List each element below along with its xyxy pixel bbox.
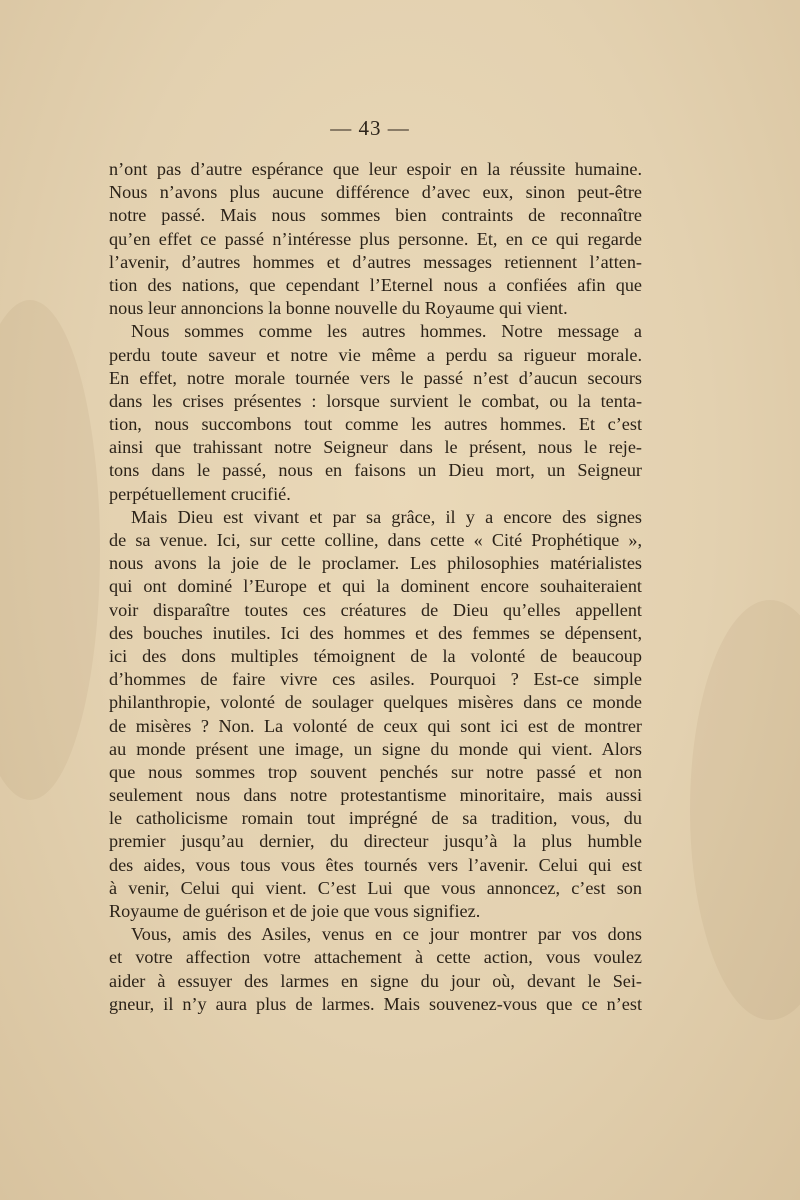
text-line: premier jusqu’au dernier, du directeur jusqu’à la plus humble [109,831,642,852]
text-line: l’avenir, d’autres hommes et d’autres messages retiennent l’atten- [109,251,642,272]
text-line: Nous sommes comme les autres hommes. Notre message a [131,321,642,342]
text-line: qu’en effet ce passé n’intéresse plus personne. Et, en ce qui regarde [109,228,642,249]
text-line: nous avons la joie de le proclamer. Les philosophies matérialistes [109,553,642,574]
text-line: notre passé. Mais nous sommes bien contraints de reconnaître [109,205,642,226]
text-line: au monde présent une image, un signe du monde qui vient. Alors [109,738,642,759]
text-line: ainsi que trahissant notre Seigneur dans le présent, nous le reje- [109,437,642,458]
paper-stain [690,600,800,1020]
text-line: de misères ? Non. La volonté de ceux qui sont ici est de montrer [109,715,642,736]
text-line: des aides, vous tous vous êtes tournés vers l’avenir. Celui qui est [109,854,642,875]
text-line: En effet, notre morale tournée vers le passé n’est d’aucun secours [109,367,642,388]
text-line: n’ont pas d’autre espérance que leur espoir en la réussite humaine. [109,159,642,179]
text-line: Nous n’avons plus aucune différence d’avec eux, sinon peut-être [109,182,642,203]
text-line: le catholicisme romain tout imprégné de sa tradition, vous, du [109,808,642,829]
page-number: — 43 — [330,116,410,140]
text-line: Vous, amis des Asiles, venus en ce jour montrer par vos dons [131,924,642,945]
text-line: aider à essuyer des larmes en signe du jour où, devant le Sei- [109,970,642,991]
text-line: tion des nations, que cependant l’Eternel nous a confiées afin que [109,274,642,295]
text-line: des bouches inutiles. Ici des hommes et des femmes se dépensent, [109,622,642,643]
text-line: perdu toute saveur et notre vie même a perdu sa rigueur morale. [109,344,642,365]
text-line: ici des dons multiples témoignent de la volonté de beaucoup [109,645,642,666]
text-line: à venir, Celui qui vient. C’est Lui que vous annoncez, c’est son [109,877,642,898]
text-line: de sa venue. Ici, sur cette colline, dans cette « Cité Prophétique », [109,530,642,550]
text-line: perpétuellement crucifié. [109,483,291,504]
text-line: philanthropie, volonté de soulager quelques misères dans ce monde [109,692,642,713]
text-line: nous leur annoncions la bonne nouvelle du Royaume qui vient. [109,298,568,319]
body-text [109,158,642,1016]
text-line: d’hommes de faire vivre ces asiles. Pourquoi ? Est-ce simple [109,669,642,690]
text-line: Royaume de guérison et de joie que vous signifiez. [109,901,481,921]
paper-stain [0,300,100,800]
text-line: voir disparaître toutes ces créatures de Dieu qu’elles appellent [109,599,642,620]
text-line: dans les crises présentes : lorsque survient le combat, ou la tenta- [109,390,642,411]
text-line: tion, nous succombons tout comme les autres hommes. Et c’est [109,414,642,435]
text-line: que nous sommes trop souvent penchés sur notre passé et non [109,761,642,782]
text-line: qui ont dominé l’Europe et qui la dominent encore souhaiteraient [109,576,642,597]
text-line: et votre affection votre attachement à cette action, vous voulez [109,947,642,968]
text-line: seulement nous dans notre protestantisme minoritaire, mais aussi [109,785,642,806]
text-line: tons dans le passé, nous en faisons un Dieu mort, un Seigneur [109,460,642,481]
text-line: Mais Dieu est vivant et par sa grâce, il y a encore des signes [131,506,642,527]
text-line: gneur, il n’y aura plus de larmes. Mais souvenez-vous que ce n’est [109,993,642,1014]
